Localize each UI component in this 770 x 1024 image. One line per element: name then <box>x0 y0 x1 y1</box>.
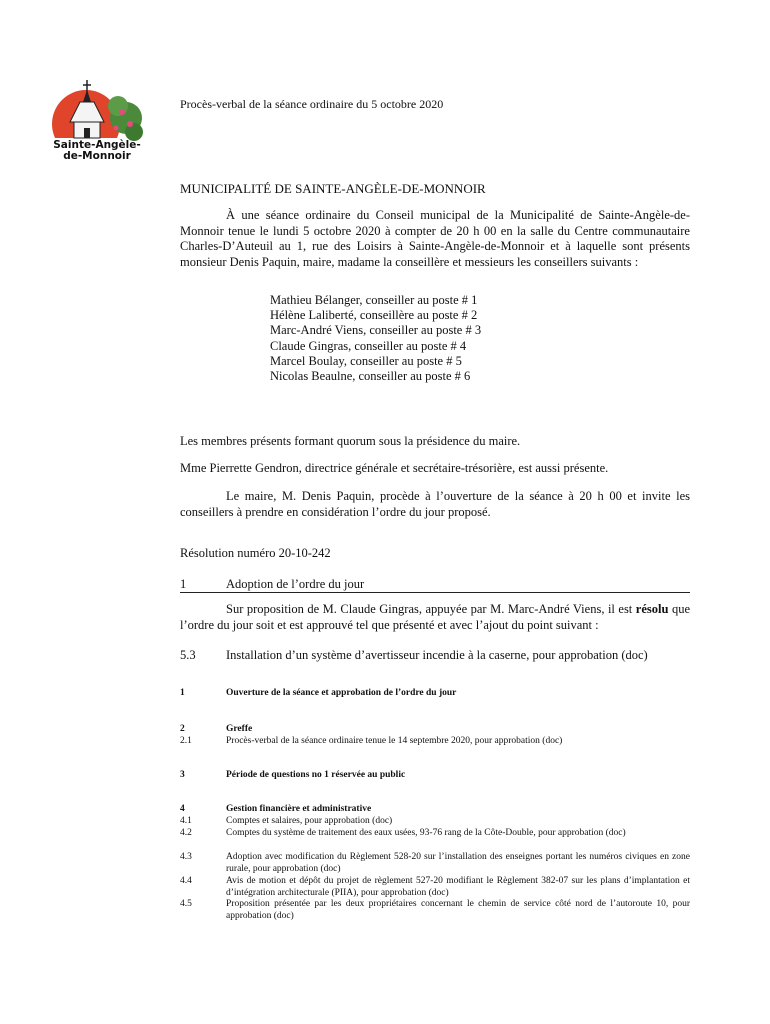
agenda-item-text: Comptes du système de traitement des eaux usées, 93-76 rang de la Côte-Double, pour approbation (doc) <box>226 828 626 838</box>
resolution-text-before: Sur proposition de M. Claude Gingras, appuyée par M. Marc-André Viens, il est <box>226 602 636 616</box>
agenda-item-number: 4.4 <box>180 876 192 886</box>
agenda-section-title: Période de questions no 1 réservée au public <box>226 770 406 780</box>
agenda-item-text: Avis de motion et dépôt du projet de règlement 527-20 modifiant le Règlement 382-07 sur les plans d’implantation et d’intégration architecturale (PIIA), pour approbation (doc) <box>226 876 690 898</box>
members-list <box>270 293 481 384</box>
agenda-item-number: 4.2 <box>180 828 192 838</box>
municipality-name: MUNICIPALITÉ DE SAINTE-ANGÈLE-DE-MONNOIR <box>180 181 486 196</box>
agenda-item-number: 4.1 <box>180 816 192 826</box>
logo-text-line2: de-Monnoir <box>63 150 131 162</box>
dg-paragraph: Mme Pierrette Gendron, directrice générale et secrétaire-trésorière, est aussi présente. <box>180 461 609 475</box>
municipality-logo <box>48 72 144 168</box>
agenda-item-number: 4.5 <box>180 899 192 909</box>
agenda-item-number: 4.3 <box>180 852 192 862</box>
agenda-section-title: Greffe <box>226 724 253 734</box>
resolution-text-after: que l’ordre du jour soit et est approuvé tel que présenté et avec l’ajout du point suivant : <box>180 602 690 632</box>
resolution-number: Résolution numéro 20-10-242 <box>180 546 331 560</box>
logo-text-line1: Sainte-Angèle- <box>53 139 141 151</box>
agenda-section-title: Ouverture de la séance et approbation de l’ordre du jour <box>226 688 457 698</box>
member-item: Marcel Boulay, conseiller au poste # 5 <box>270 353 462 368</box>
document-header-title: Procès-verbal de la séance ordinaire du 5 octobre 2020 <box>180 97 444 111</box>
member-item: Hélène Laliberté, conseillère au poste # 2 <box>270 308 478 323</box>
added-agenda-item <box>180 648 690 680</box>
quorum-paragraph: Les membres présents formant quorum sous la présidence du maire. <box>180 434 521 448</box>
member-item: Mathieu Bélanger, conseiller au poste # 1 <box>270 293 478 307</box>
agenda-item-text: Comptes et salaires, pour approbation (doc) <box>226 816 393 826</box>
agenda-item-text: Procès-verbal de la séance ordinaire tenue le 14 septembre 2020, pour approbation (doc) <box>226 736 563 746</box>
added-item-number: 5.3 <box>180 648 196 662</box>
resolution-paragraph <box>180 602 690 633</box>
agenda-section-number: 3 <box>180 770 185 780</box>
resolution-keyword: résolu <box>635 602 669 616</box>
section-title: Adoption de l’ordre du jour <box>226 577 365 591</box>
agenda-section-number: 4 <box>180 804 185 814</box>
agenda-section-number: 1 <box>180 688 185 698</box>
member-item: Claude Gingras, conseiller au poste # 4 <box>270 338 467 353</box>
agenda-item-text: Adoption avec modification du Règlement 528-20 sur l’installation des enseignes portant les numéros civiques en zone rurale, pour approbation (doc) <box>226 852 690 874</box>
section-divider <box>180 592 690 593</box>
member-item: Nicolas Beaulne, conseiller au poste # 6 <box>270 369 471 384</box>
agenda-section-number: 2 <box>180 724 185 734</box>
agenda-section-title: Gestion financière et administrative <box>226 804 372 814</box>
agenda-item-text: Proposition présentée par les deux propriétaires concernant le chemin de service côté nord de l’autoroute 10, pour approbation (doc) <box>226 899 690 921</box>
added-item-text: Installation d’un système d’avertisseur incendie à la caserne, pour approbation (doc) <box>226 648 648 662</box>
opening-paragraph: Le maire, M. Denis Paquin, procède à l’ouverture de la séance à 20 h 00 et invite les conseillers à prendre en considération l’ordre du jour proposé. <box>180 489 690 519</box>
intro-paragraph: À une séance ordinaire du Conseil municipal de la Municipalité de Sainte-Angèle-de-Monnoir tenue le lundi 5 octobre 2020 à compter de 20 h 00 en la salle du Centre communautaire Charles-D’Auteuil au 1, rue des Loisirs à Sainte-Angèle-de-Monnoir et à laquelle sont présents monsieur Denis Paquin, maire, madame la conseillère et messieurs les conseillers suivants : <box>180 208 690 269</box>
section-number: 1 <box>180 577 187 591</box>
agenda-item-number: 2.1 <box>180 736 192 746</box>
member-item: Marc-André Viens, conseiller au poste # 3 <box>270 323 482 338</box>
